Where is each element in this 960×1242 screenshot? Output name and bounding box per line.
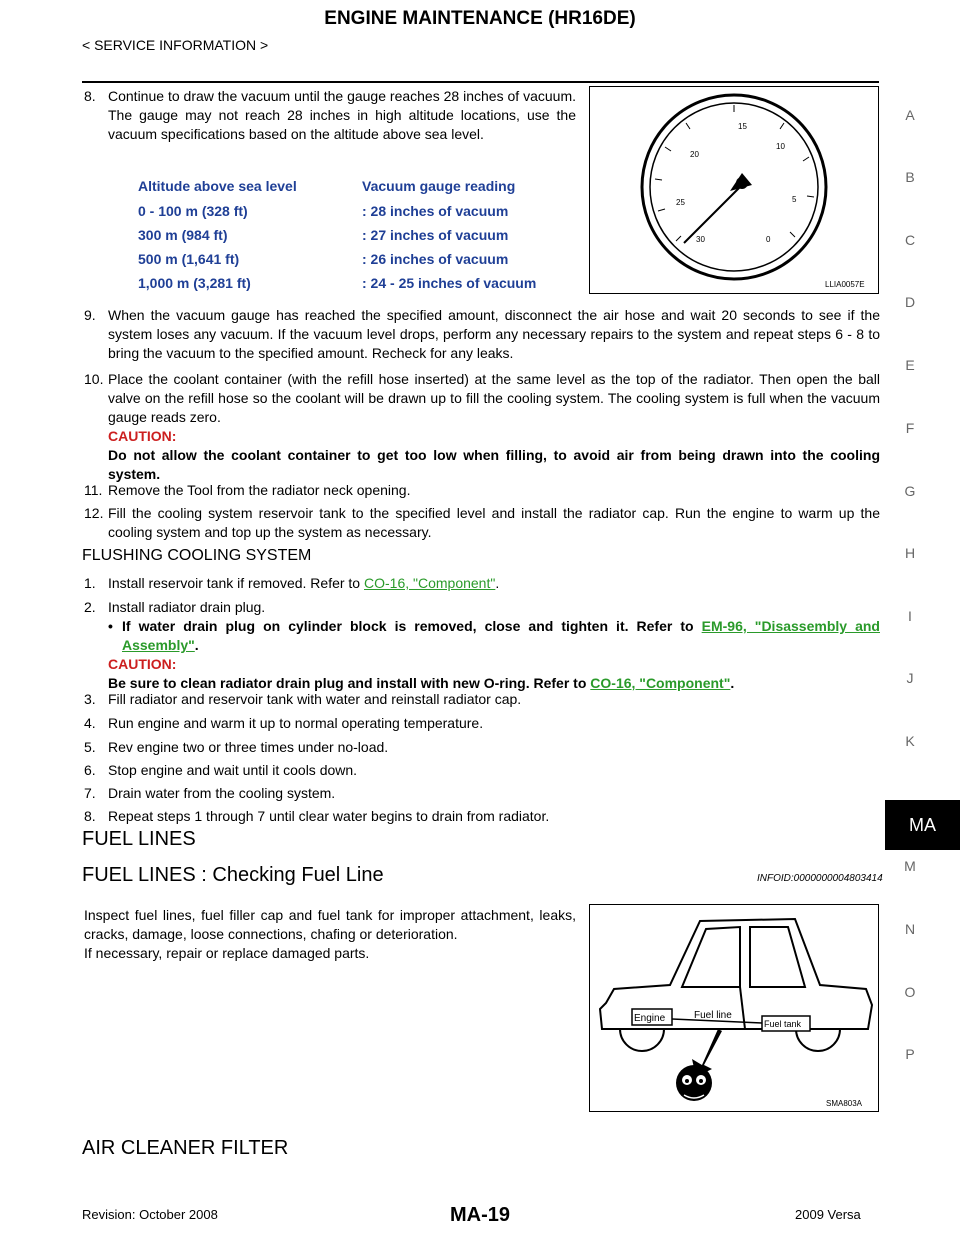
step-number: 1. xyxy=(84,575,96,591)
link-co16-component[interactable]: CO-16, "Component" xyxy=(590,675,731,691)
header-divider xyxy=(82,81,879,83)
altitude-cell: 500 m (1,641 ft) xyxy=(138,251,240,267)
section-breadcrumb: < SERVICE INFORMATION > xyxy=(82,37,269,53)
altitude-cell: 1,000 m (3,281 ft) xyxy=(138,275,251,291)
flush-step-3 xyxy=(84,690,880,709)
altitude-cell: 0 - 100 m (328 ft) xyxy=(138,203,248,219)
punct: . xyxy=(495,575,500,591)
label-engine: Engine xyxy=(634,1013,666,1024)
step-number: 3. xyxy=(84,691,96,707)
vacuum-gauge-icon xyxy=(590,87,878,293)
figure-code: SMA803A xyxy=(826,1099,863,1108)
side-index-p[interactable]: P xyxy=(905,1046,915,1062)
step-text: Fill the cooling system reservoir tank to the specified level and install the radiator cap. Run the engine to warm up the cooling system and top up the system as necessary. xyxy=(108,505,880,540)
sub-bullet-text: If water drain plug on cylinder block is removed, close and tighten it. Refer to xyxy=(122,618,694,634)
gauge-tick-label: 25 xyxy=(676,198,685,207)
table-row xyxy=(138,275,537,291)
fuel-lines-text: Inspect fuel lines, fuel filler cap and fuel tank for improper attachment, leaks, cracks, damage, loose connections, chafing or deterioration. xyxy=(84,907,576,942)
step-number: 4. xyxy=(84,715,96,731)
page-number: MA-19 xyxy=(449,1204,510,1226)
link-em96-disassembly[interactable]: EM-96, "Disassembly and Assembly" xyxy=(122,618,880,653)
step-8 xyxy=(84,87,576,144)
side-index-m[interactable]: M xyxy=(904,858,916,874)
air-cleaner-heading: AIR CLEANER FILTER xyxy=(82,1137,289,1159)
step-number: 11. xyxy=(84,482,103,498)
sub-bullet xyxy=(108,617,880,655)
step-number: 7. xyxy=(84,785,96,801)
side-index-h[interactable]: H xyxy=(904,545,916,561)
step-text: Repeat steps 1 through 7 until clear water begins to drain from radiator. xyxy=(108,808,550,824)
col-header-altitude: Altitude above sea level xyxy=(138,178,297,194)
step-9 xyxy=(84,306,880,363)
step-body: Install radiator drain plug. xyxy=(108,599,266,615)
step-number: 12. xyxy=(84,505,104,521)
col-header-vacuum: Vacuum gauge reading xyxy=(362,178,516,194)
step-text xyxy=(108,574,880,593)
step-number: 8. xyxy=(84,88,96,104)
punct: . xyxy=(730,675,735,691)
flush-step-1 xyxy=(84,574,880,593)
flush-step-7 xyxy=(84,784,880,803)
caution-body: Be sure to clean radiator drain plug and install with new O-ring. Refer to xyxy=(108,675,587,691)
gauge-tick-label: 20 xyxy=(690,150,699,159)
fuel-lines-heading: FUEL LINES xyxy=(82,828,196,850)
reading-cell: : 26 inches of vacuum xyxy=(362,251,509,267)
section-tab-ma[interactable]: MA xyxy=(885,800,960,850)
fuel-lines-body xyxy=(84,906,576,963)
bullet-icon: • xyxy=(108,618,113,634)
gauge-tick-label: 15 xyxy=(738,122,747,131)
footer-revision: Revision: October 2008 xyxy=(82,1207,218,1222)
side-index-o[interactable]: O xyxy=(904,984,916,1000)
label-fuel-tank: Fuel tank xyxy=(764,1019,802,1029)
side-index-n[interactable]: N xyxy=(904,921,916,937)
gauge-tick-label: 30 xyxy=(696,235,705,244)
punct: . xyxy=(194,637,199,653)
vacuum-gauge-figure xyxy=(589,86,879,294)
side-index-d[interactable]: D xyxy=(904,294,916,310)
side-index-c[interactable]: C xyxy=(904,232,916,248)
side-index-e[interactable]: E xyxy=(905,357,915,373)
step-body: Place the coolant container (with the refill hose inserted) at the same level as the top of the radiator. Then open the ball valve on the refill hose so the coolant will be drawn up to fill the cooling system. The cooling system is full when the vacuum gauge reads zero. xyxy=(108,371,880,425)
step-number: 5. xyxy=(84,739,96,755)
gauge-tick-label: 5 xyxy=(792,195,797,204)
step-text: Stop engine and wait until it cools down. xyxy=(108,762,358,778)
step-text: Drain water from the cooling system. xyxy=(108,785,336,801)
car-diagram-icon xyxy=(590,905,878,1111)
step-text xyxy=(108,370,880,484)
table-row xyxy=(138,203,509,219)
step-text: Remove the Tool from the radiator neck opening. xyxy=(108,482,411,498)
step-text: Fill radiator and reservoir tank with water and reinstall radiator cap. xyxy=(108,691,522,707)
table-header xyxy=(138,178,516,194)
side-index-g[interactable]: G xyxy=(904,483,916,499)
page-title: ENGINE MAINTENANCE (HR16DE) xyxy=(324,8,636,29)
step-number: 8. xyxy=(84,808,96,824)
label-fuel-line: Fuel line xyxy=(694,1010,732,1021)
gauge-tick-label: 0 xyxy=(766,235,771,244)
caution-text: Do not allow the coolant container to get too low when filling, to avoid air from being drawn into the cooling system. xyxy=(108,447,880,482)
side-index-i[interactable]: I xyxy=(908,608,912,624)
flush-step-8 xyxy=(84,807,880,826)
flush-step-4 xyxy=(84,714,880,733)
fuel-line-car-figure xyxy=(589,904,879,1112)
altitude-cell: 300 m (984 ft) xyxy=(138,227,228,243)
flushing-heading: FLUSHING COOLING SYSTEM xyxy=(82,547,312,564)
step-text: When the vacuum gauge has reached the specified amount, disconnect the air hose and wait 20 seconds to see if the system loses any vacuum. If the vacuum level drops, perform any necessary repairs to the system and repeat steps 6 - 8 to bring the vacuum to the specified amount. Recheck for any leaks. xyxy=(108,307,880,361)
step-text: Rev engine two or three times under no-load. xyxy=(108,739,389,755)
flush-step-5 xyxy=(84,738,880,757)
side-index-j[interactable]: J xyxy=(906,670,914,686)
reading-cell: : 28 inches of vacuum xyxy=(362,203,509,219)
figure-code: LLIA0057E xyxy=(825,280,865,289)
step-10 xyxy=(84,370,880,484)
flush-step-6 xyxy=(84,761,880,780)
fuel-lines-subheading: FUEL LINES : Checking Fuel Line xyxy=(82,864,384,886)
footer-model: 2009 Versa xyxy=(795,1207,861,1222)
flush-step-2 xyxy=(84,598,880,693)
side-index-f[interactable]: F xyxy=(905,420,915,436)
side-index-k[interactable]: K xyxy=(905,733,915,749)
altitude-vacuum-table xyxy=(138,178,578,298)
info-id: INFOID:0000000004803414 xyxy=(757,873,883,884)
step-text: Continue to draw the vacuum until the gauge reaches 28 inches of vacuum. The gauge may not reach 28 inches in high altitude locations, use the vacuum specifications based on the altitude above sea level. xyxy=(108,88,576,142)
step-number: 9. xyxy=(84,307,96,323)
table-row xyxy=(138,251,509,267)
step-number: 6. xyxy=(84,762,96,778)
step-number: 10. xyxy=(84,371,104,387)
step-11 xyxy=(84,481,880,500)
side-index-a[interactable]: A xyxy=(905,107,915,123)
reading-cell: : 27 inches of vacuum xyxy=(362,227,509,243)
step-text: Run engine and warm it up to normal operating temperature. xyxy=(108,715,484,731)
table-row xyxy=(138,227,509,243)
reading-cell: : 24 - 25 inches of vacuum xyxy=(362,275,537,291)
step-12 xyxy=(84,504,880,542)
gauge-tick-label: 10 xyxy=(776,142,785,151)
step-text xyxy=(108,598,880,693)
fuel-lines-text: If necessary, repair or replace damaged parts. xyxy=(84,945,370,961)
step-body: Install reservoir tank if removed. Refer to xyxy=(108,575,361,591)
caution-label: CAUTION: xyxy=(108,656,177,672)
step-number: 2. xyxy=(84,599,96,615)
caution-label: CAUTION: xyxy=(108,428,177,444)
side-index-b[interactable]: B xyxy=(905,169,915,185)
link-co16-component[interactable]: CO-16, "Component" xyxy=(364,575,496,591)
